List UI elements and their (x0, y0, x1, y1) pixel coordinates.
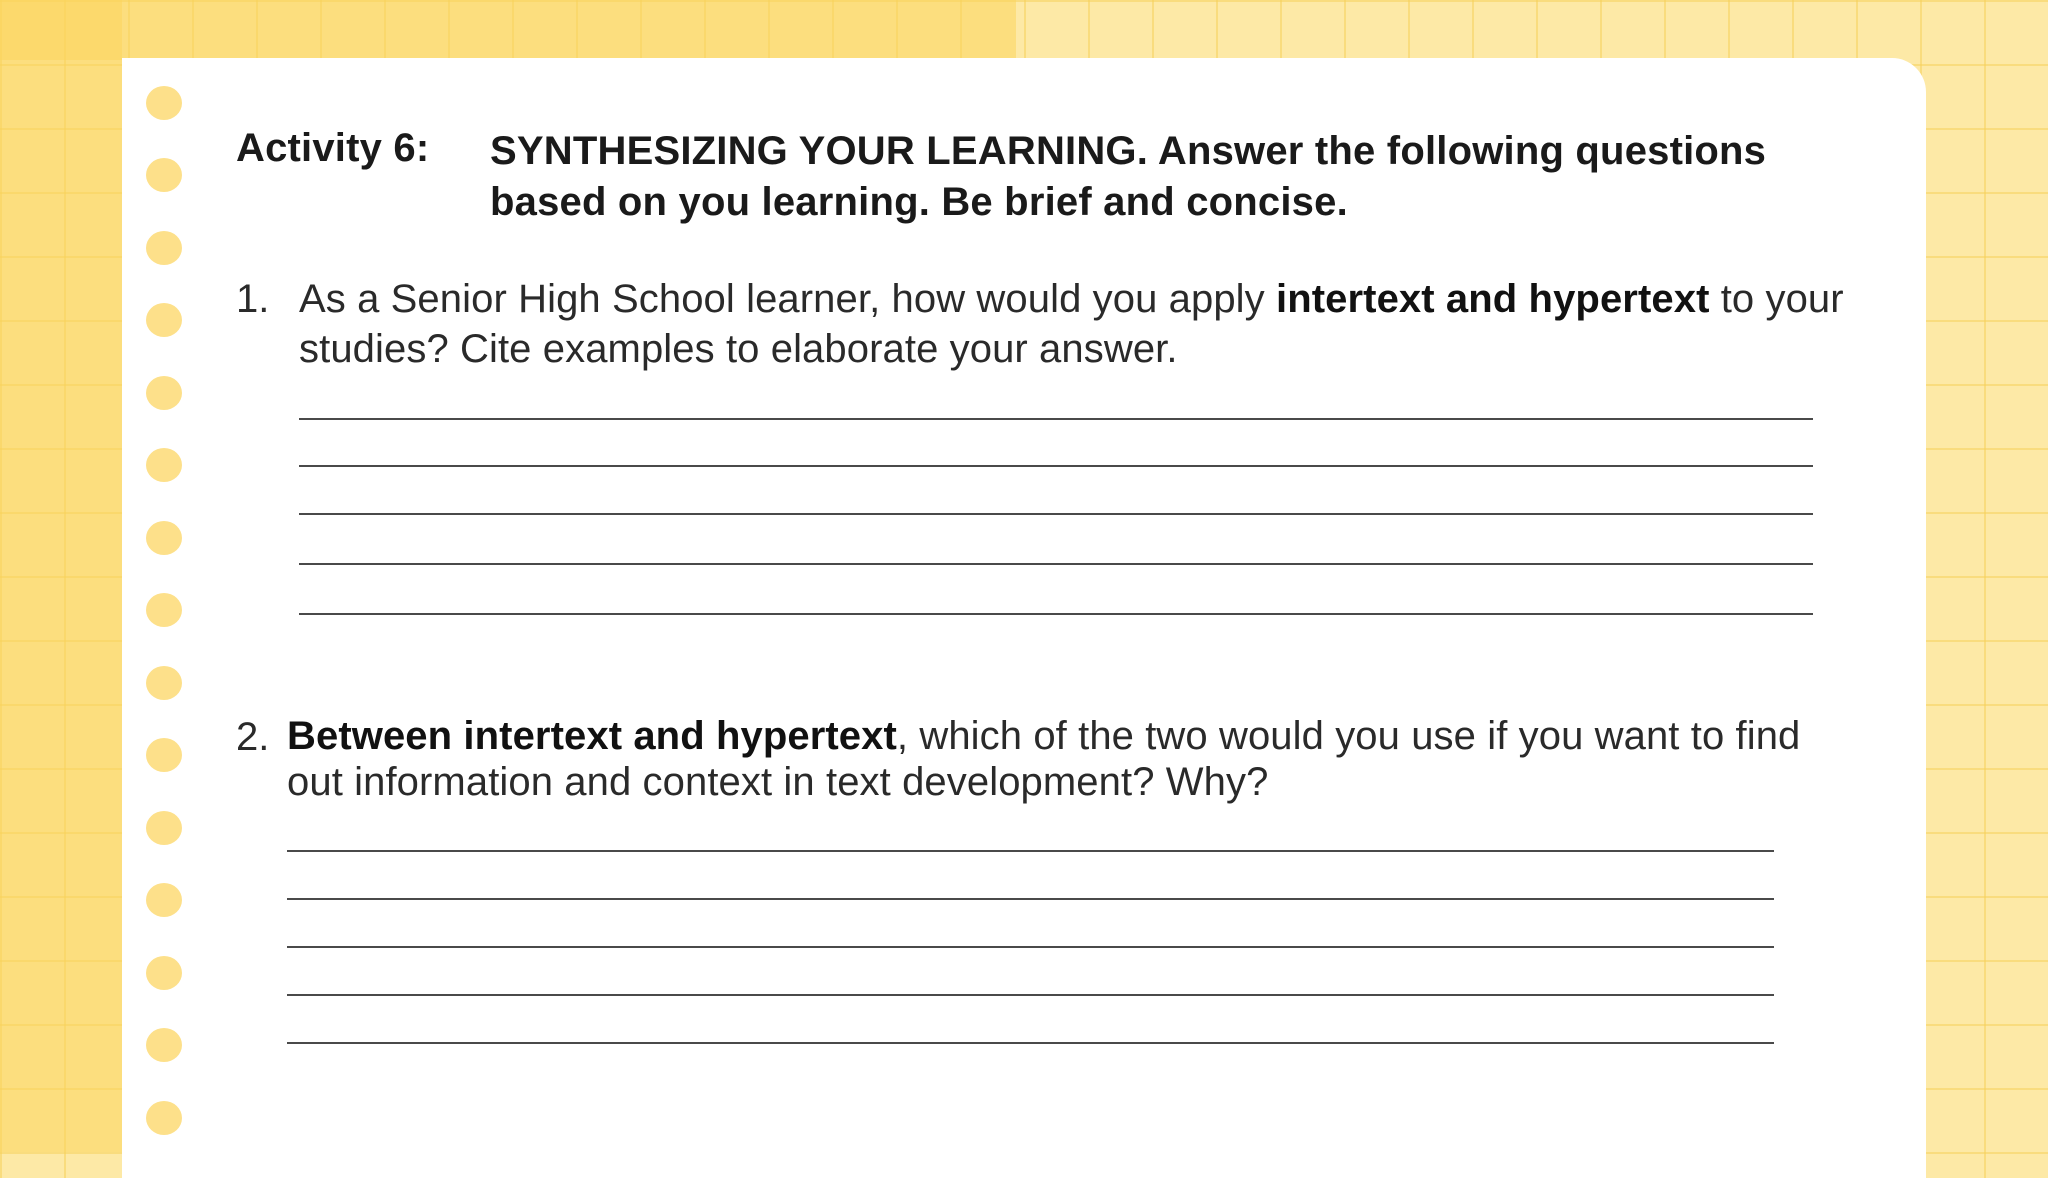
question-2-text (287, 713, 1847, 805)
binder-hole (146, 158, 182, 192)
answer-line[interactable] (299, 418, 1813, 420)
binder-hole (146, 1101, 182, 1135)
activity-instructions: SYNTHESIZING YOUR LEARNING. Answer the following questions based on you learning. Be brief and concise. (490, 129, 1767, 224)
answer-line[interactable] (299, 513, 1813, 515)
answer-line[interactable] (299, 563, 1813, 565)
binder-hole (146, 231, 182, 265)
binder-hole (146, 303, 182, 337)
binder-hole (146, 376, 182, 410)
binder-hole (146, 811, 182, 845)
answer-line[interactable] (287, 946, 1774, 948)
question-1-text-lead: As a Senior High School learner, how would you apply (299, 277, 1276, 321)
binder-hole (146, 738, 182, 772)
answer-line[interactable] (287, 898, 1774, 900)
answer-line[interactable] (287, 994, 1774, 996)
binder-hole (146, 883, 182, 917)
background-stripe-left (0, 0, 122, 1152)
answer-line[interactable] (287, 850, 1774, 852)
question-2-number: 2. (236, 715, 270, 759)
binder-hole (146, 521, 182, 555)
question-2-keyword: Between intertext and hypertext (287, 714, 897, 758)
binder-hole (146, 448, 182, 482)
binder-hole (146, 86, 182, 120)
question-1-number: 1. (236, 277, 270, 321)
answer-line[interactable] (287, 1042, 1774, 1044)
activity-label: Activity 6: (236, 126, 430, 170)
question-1-text (299, 274, 1859, 374)
question-1-text-tail: to your studies? Cite examples to elaborate your answer. (299, 277, 1844, 371)
binder-hole (146, 666, 182, 700)
answer-line[interactable] (299, 465, 1813, 467)
question-2-text-tail: , which of the two would you use if you want to find out information and context in text development? Why? (287, 714, 1801, 804)
binder-hole (146, 593, 182, 627)
answer-line[interactable] (299, 613, 1813, 615)
question-1-keyword: intertext and hypertext (1275, 277, 1710, 321)
binder-hole (146, 1028, 182, 1062)
background-stripe-top (0, 0, 1016, 60)
binder-hole (146, 956, 182, 990)
